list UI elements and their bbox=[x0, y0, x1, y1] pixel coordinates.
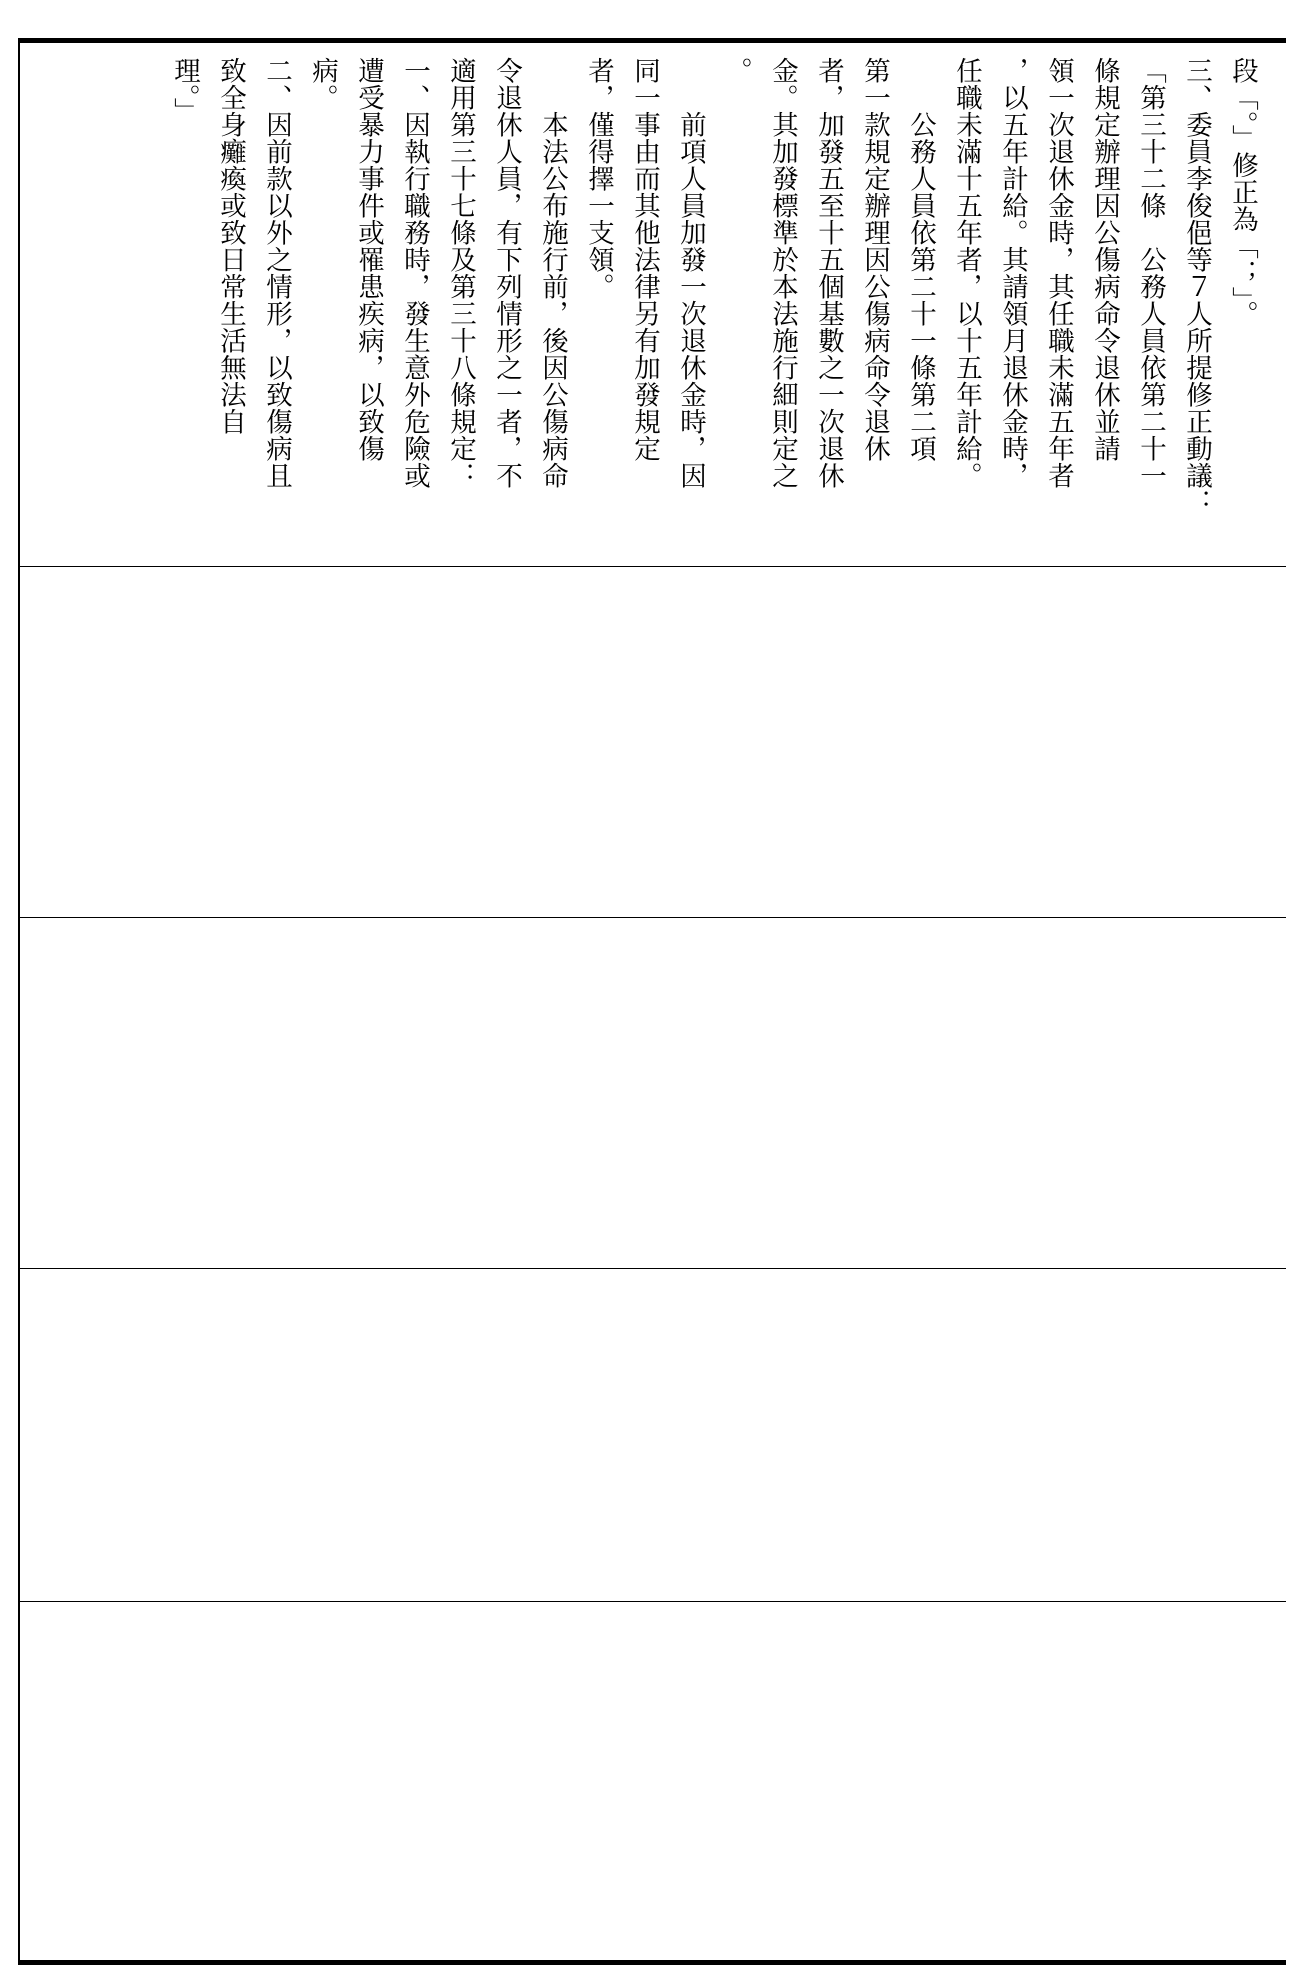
text-line: 公務人員依第二十一條第二項 bbox=[905, 57, 936, 462]
text-line: 者，加發五至十五個基數之一次退休 bbox=[813, 57, 844, 489]
text-line: 第一款規定辦理因公傷病命令退休 bbox=[859, 57, 890, 462]
text-line: ，以五年計給。其請領月退休金時， bbox=[997, 57, 1028, 489]
text-line: 本法公布施行前，後因公傷病命 bbox=[537, 57, 568, 489]
text-line: 適用第三十七條及第三十八條規定： bbox=[445, 57, 476, 489]
row-divider bbox=[18, 566, 1286, 567]
empty-cell bbox=[20, 568, 1285, 916]
text-cell bbox=[20, 45, 1285, 565]
row-divider bbox=[18, 1601, 1286, 1602]
text-line: 令退休人員，有下列情形之一者，不 bbox=[491, 57, 522, 489]
text-line: 遭受暴力事件或罹患疾病，以致傷 bbox=[353, 57, 384, 462]
text-line: 前項人員加發一次退休金時，因 bbox=[675, 57, 706, 489]
text-line: 二、因前款以外之情形，以致傷病且 bbox=[261, 57, 292, 489]
text-line: 同一事由而其他法律另有加發規定 bbox=[629, 57, 660, 462]
text-line: 條規定辦理因公傷病命令退休並請 bbox=[1089, 57, 1120, 462]
text-line: 段「。」修正為「；」。 bbox=[1227, 57, 1258, 328]
text-line: 致全身癱瘓或致日常生活無法自 bbox=[215, 57, 246, 435]
text-line: 金。其加發標準於本法施行細則定之 bbox=[767, 57, 798, 489]
row-divider bbox=[18, 917, 1286, 918]
text-line: 一、因執行職務時，發生意外危險或 bbox=[399, 57, 430, 489]
empty-cell bbox=[20, 919, 1285, 1266]
text-line: 「第三十二條 公務人員依第二十一 bbox=[1135, 57, 1166, 489]
text-line: 。 bbox=[721, 57, 752, 84]
row-divider bbox=[18, 1268, 1286, 1269]
text-line: 三、委員李俊俋等７人所提修正動議： bbox=[1181, 57, 1212, 516]
empty-cell bbox=[20, 1603, 1285, 1958]
text-line: 病。 bbox=[307, 57, 338, 111]
empty-cell bbox=[20, 1270, 1285, 1600]
text-line: 者，僅得擇一支領。 bbox=[583, 57, 614, 300]
text-line: 任職未滿十五年者，以十五年計給。 bbox=[951, 57, 982, 489]
vertical-text-block bbox=[166, 57, 1261, 557]
text-line: 領一次退休金時，其任職未滿五年者 bbox=[1043, 57, 1074, 489]
text-line: 理。」 bbox=[169, 57, 200, 125]
